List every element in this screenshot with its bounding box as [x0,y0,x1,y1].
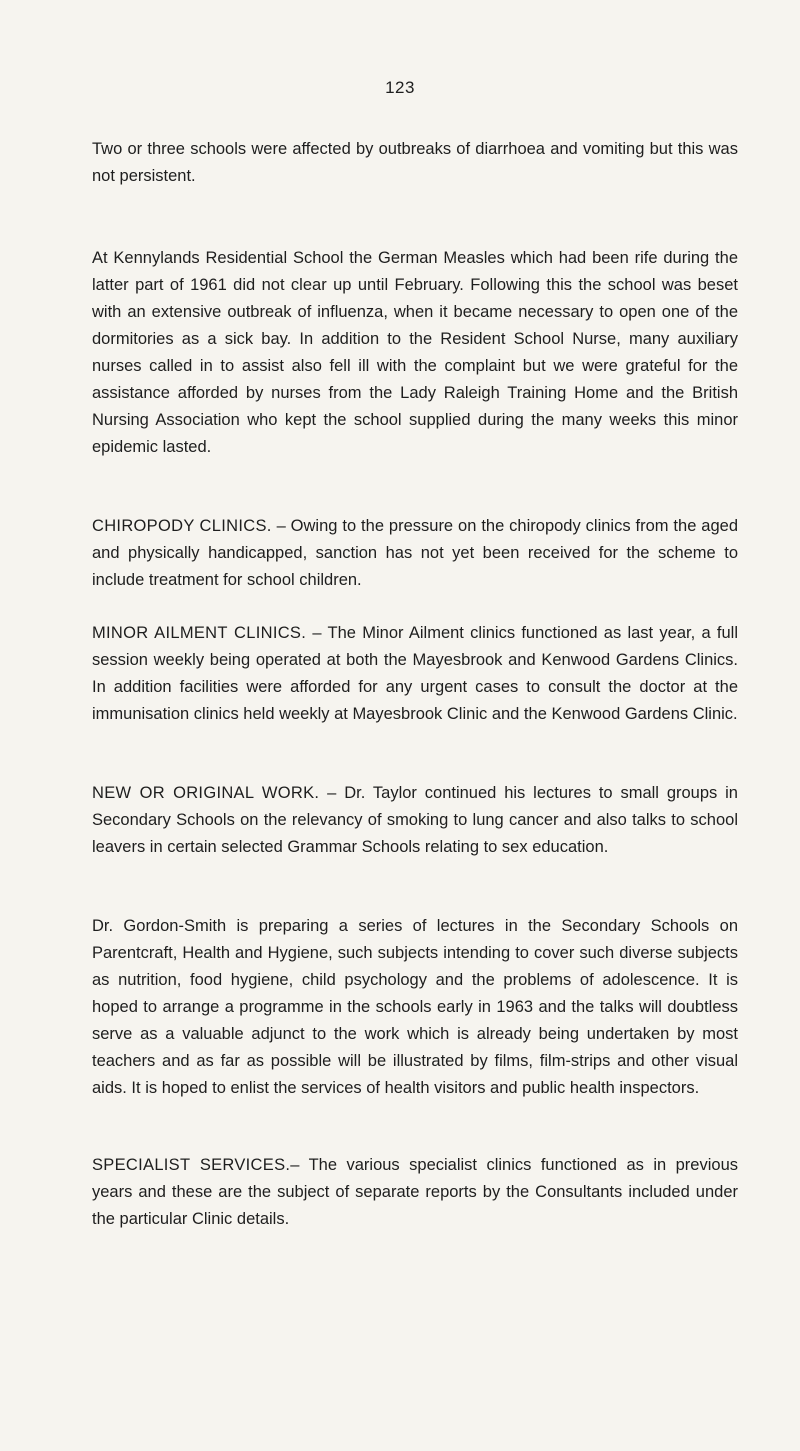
paragraph-text: – The Minor Ailment clinics functioned as last year, a full session weekly being operated at both the Mayesbrook and Kenwood Gardens Clinics. In addition facilities were afforded for any urgent cases to consult the doctor at the immunisation clinics held weekly at Mayesbrook Clinic and the Kenwood Gardens Clinic. [92,624,738,723]
paragraph-specialist-services [92,1152,738,1233]
paragraph-diarrhoea-outbreaks [92,136,738,190]
paragraph-text: – The various specialist clinics functioned as in previous years and these are the subject of separate reports by the Consultants included under the particular Clinic details. [92,1156,738,1228]
paragraph-body [92,1152,738,1233]
paragraph-text: At Kennylands Residential School the German Measles which had been rife during the latter part of 1961 did not clear up until February. Following this the school was beset with an extensive outbreak of influenza, when it became necessary to open one of the dormitories as a sick bay. In addition to the Resident School Nurse, many auxiliary nurses called in to assist also fell ill with the complaint but we were grateful for the assistance afforded by nurses from the Lady Raleigh Training Home and the British Nursing Association who kept the school supplied during the many weeks this minor epidemic lasted. [92,249,738,456]
paragraph-body [92,620,738,728]
paragraph-chiropody-clinics [92,513,738,594]
page-number: 123 [385,78,415,97]
paragraph-text: Two or three schools were affected by outbreaks of diarrhoea and vomiting but this was not persistent. [92,140,738,185]
paragraph-gordon-smith-lectures [92,913,738,1102]
paragraph-new-original-work [92,780,738,861]
section-heading: NEW OR ORIGINAL WORK. [92,784,320,802]
paragraph-kennylands-school [92,245,738,461]
paragraph-body [92,780,738,861]
paragraph-text: Dr. Gordon-Smith is preparing a series of lectures in the Secondary Schools on Parentcraft, Health and Hygiene, such subjects intending to cover such diverse subjects as nutrition, food hygiene, child psychology and the problems of adolescence. It is hoped to arrange a programme in the schools early in 1963 and the talks will doubtless serve as a valuable adjunct to the work which is already being undertaken by most teachers and as far as possible will be illustrated by films, film-strips and other visual aids. It is hoped to enlist the services of health visitors and public health inspectors. [92,917,738,1097]
section-heading: SPECIALIST SERVICES. [92,1156,291,1174]
paragraph-text: – Owing to the pressure on the chiropody clinics from the aged and physically handicapped, sanction has not yet been received for the scheme to include treatment for school children. [92,517,739,589]
section-heading: MINOR AILMENT CLINICS. [92,624,307,642]
paragraph-body [92,513,738,594]
section-heading: CHIROPODY CLINICS. [92,517,272,535]
paragraph-minor-ailment-clinics [92,620,738,728]
paragraph-text: – Dr. Taylor continued his lectures to small groups in Secondary Schools on the relevancy of smoking to lung cancer and also talks to school leavers in certain selected Grammar Schools relating to sex education. [92,784,738,856]
